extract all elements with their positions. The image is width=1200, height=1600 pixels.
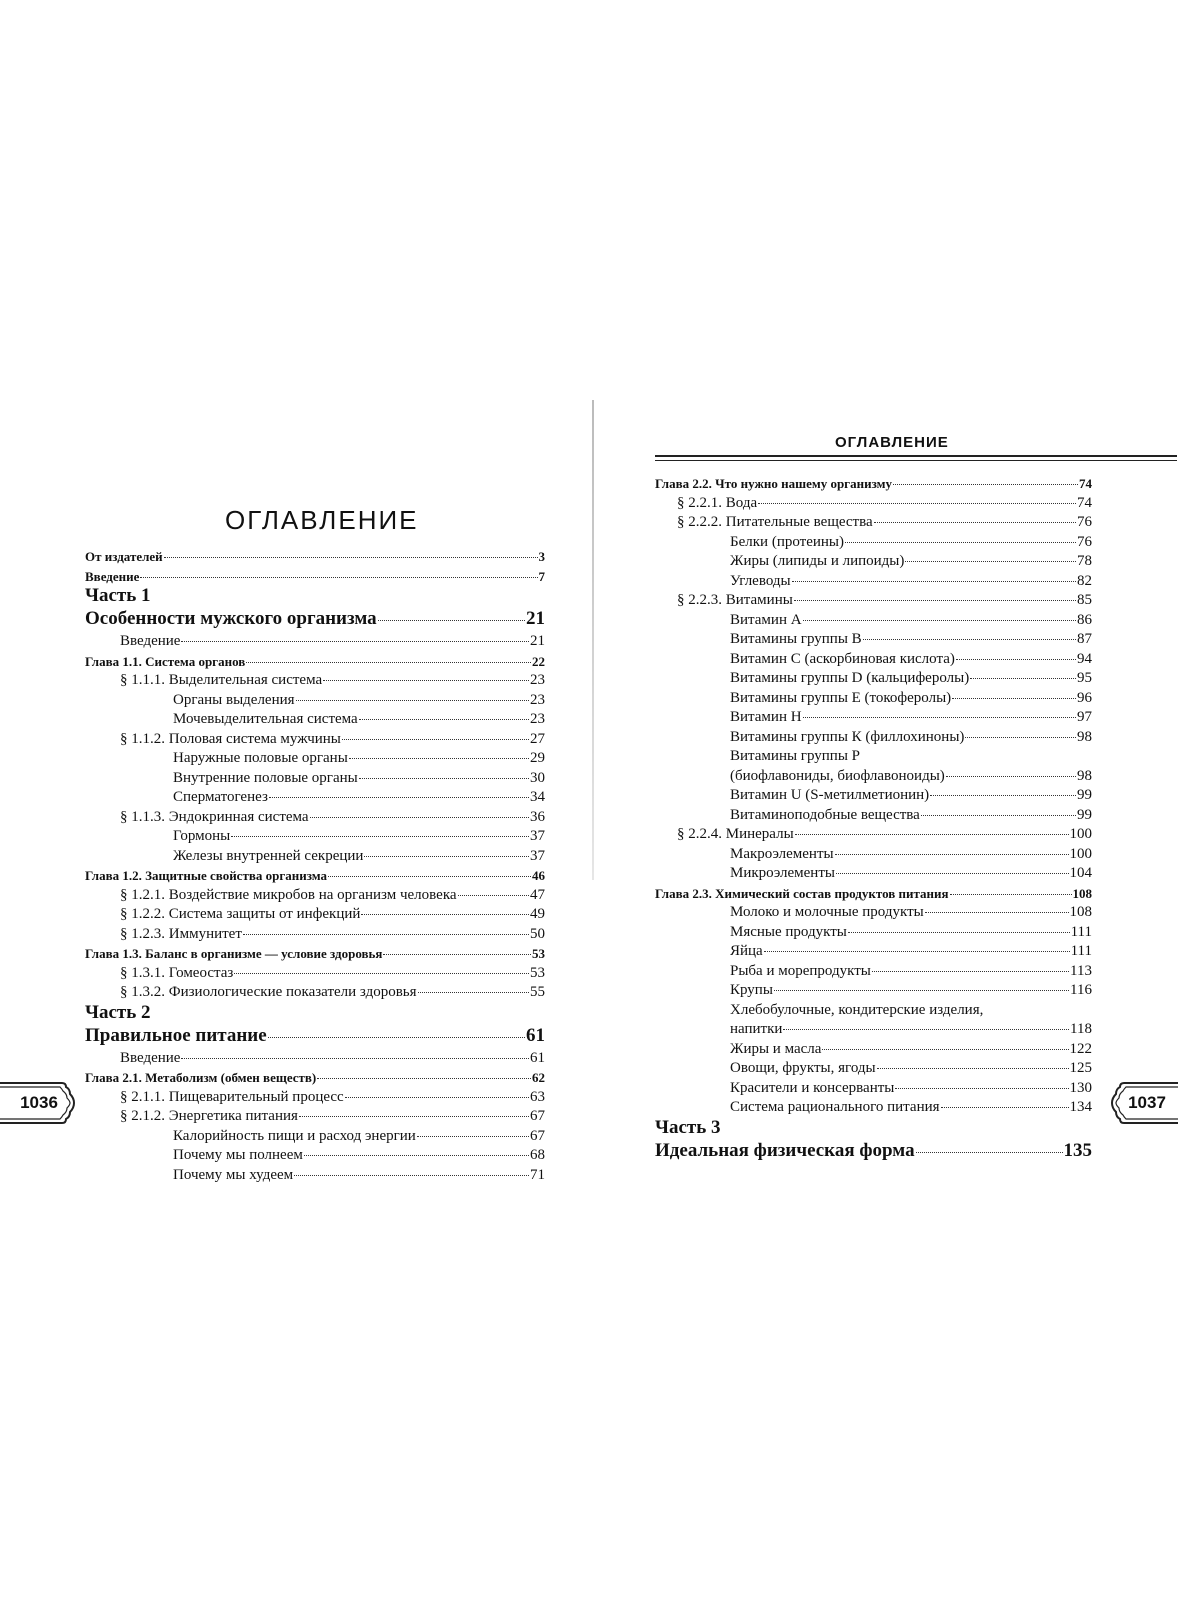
header-rule-bottom	[655, 460, 1177, 461]
dot-leader	[323, 680, 529, 681]
dot-leader	[364, 856, 529, 857]
toc-entry	[655, 942, 1092, 962]
toc-entry	[655, 825, 1092, 845]
dot-leader	[418, 992, 529, 993]
dot-leader	[299, 1116, 529, 1117]
dot-leader	[845, 542, 1076, 543]
toc-entry	[85, 847, 545, 867]
toc-entry	[655, 611, 1092, 631]
toc-entry-page: 27	[530, 730, 545, 747]
dot-leader	[946, 776, 1076, 777]
toc-entry	[655, 513, 1092, 533]
toc-entry	[655, 728, 1092, 748]
toc-entry	[85, 788, 545, 808]
dot-leader	[925, 912, 1069, 913]
dot-leader	[872, 971, 1069, 972]
toc-entry-label: § 1.3.1. Гомеостаз	[120, 964, 234, 981]
dot-leader	[231, 836, 529, 837]
toc-entry-page: 61	[526, 1024, 545, 1046]
dot-leader	[359, 778, 529, 779]
toc-entry	[85, 567, 545, 587]
toc-entry-page: 53	[532, 946, 545, 961]
dot-leader	[246, 662, 531, 663]
toc-entry-label: Красители и консерванты	[730, 1079, 895, 1096]
toc-entry-page: 55	[530, 984, 545, 1000]
toc-entry	[85, 652, 545, 672]
toc-entry-label: § 1.1.3. Эндокринная система	[120, 808, 309, 825]
dot-leader	[795, 834, 1069, 835]
dot-leader	[345, 1097, 529, 1098]
toc-entry	[655, 630, 1092, 650]
toc-entry	[655, 1020, 1092, 1040]
dot-leader	[361, 914, 529, 915]
dot-leader	[758, 503, 1076, 504]
toc-entry	[85, 691, 545, 711]
toc-entry-label: Глава 2.2. Что нужно нашему организму	[655, 476, 892, 491]
toc-entry	[655, 1141, 1092, 1164]
toc-entry-label: Введение	[85, 568, 140, 584]
toc-entry-label: Крупы	[730, 982, 773, 998]
toc-entry	[655, 669, 1092, 689]
toc-entry-label: Микроэлементы	[730, 865, 835, 881]
dot-leader	[965, 737, 1076, 738]
toc-entry-page: 67	[530, 1127, 545, 1144]
page-number-badge-right	[1108, 1080, 1178, 1126]
toc-entry-page: 61	[530, 1049, 545, 1066]
toc-entry-page: 99	[1077, 806, 1092, 823]
toc-entry	[85, 1049, 545, 1069]
toc-entry-page: 63	[530, 1088, 545, 1105]
dot-leader	[296, 700, 529, 701]
toc-entry-label: Часть 3	[655, 1116, 721, 1138]
toc-entry	[655, 533, 1092, 553]
dot-leader	[243, 934, 529, 935]
toc-entry-page: 82	[1077, 572, 1092, 589]
toc-entry	[85, 866, 545, 886]
toc-entry	[655, 689, 1092, 709]
dot-leader	[774, 990, 1069, 991]
toc-entry-label: Сперматогенез	[173, 789, 268, 805]
toc-entry	[85, 749, 545, 769]
toc-entry-page: 36	[530, 808, 545, 825]
toc-list-left	[85, 547, 545, 1185]
toc-entry	[85, 671, 545, 691]
dot-leader	[328, 876, 531, 877]
toc-entry-label: § 2.2.4. Минералы	[677, 826, 794, 842]
toc-entry-page: 50	[530, 925, 545, 942]
dot-leader	[952, 698, 1076, 699]
dot-leader	[950, 894, 1072, 895]
toc-entry-label: Макроэлементы	[730, 845, 834, 862]
dot-leader	[181, 641, 529, 642]
toc-entry	[85, 586, 545, 609]
toc-entry-label: § 1.1.1. Выделительная система	[120, 672, 323, 688]
toc-entry-page: 85	[1077, 592, 1092, 608]
dot-leader	[930, 795, 1076, 796]
toc-entry-label: Почему мы полнеем	[173, 1147, 303, 1163]
spine-divider	[592, 400, 594, 880]
toc-entry-page: 29	[530, 750, 545, 766]
toc-entry-page: 74	[1079, 476, 1092, 491]
toc-entry	[655, 494, 1092, 514]
dot-leader	[835, 854, 1069, 855]
toc-entry-label: Гормоны	[173, 828, 231, 844]
toc-entry-label: Особенности мужского организма	[85, 608, 377, 629]
dot-leader	[895, 1088, 1068, 1089]
toc-entry-label: § 1.2.1. Воздействие микробов на организм человека	[120, 886, 457, 903]
page-number-left: 1036	[20, 1093, 58, 1112]
toc-entry	[655, 767, 1092, 787]
toc-entry	[655, 884, 1092, 904]
toc-entry-page: 7	[538, 568, 545, 584]
toc-entry-page: 37	[530, 847, 545, 864]
toc-entry-page: 23	[530, 691, 545, 708]
toc-entry-label: § 1.3.2. Физиологические показатели здоровья	[120, 984, 417, 1000]
toc-entry-label: Глава 1.1. Система органов	[85, 653, 246, 669]
toc-entry-page: 3	[538, 549, 545, 564]
dot-leader	[304, 1155, 529, 1156]
toc-entry-label: Витаминоподобные вещества	[730, 806, 920, 823]
dot-leader	[941, 1107, 1069, 1108]
toc-entry-page: 95	[1077, 670, 1092, 686]
toc-entry	[85, 1107, 545, 1127]
toc-entry-page: 100	[1069, 826, 1092, 842]
dot-leader	[803, 620, 1076, 621]
dot-leader	[822, 1049, 1068, 1050]
dot-leader	[848, 932, 1070, 933]
toc-entry	[85, 730, 545, 750]
toc-entry-page: 113	[1070, 962, 1092, 979]
toc-entry-page: 97	[1077, 709, 1092, 725]
toc-entry-page: 37	[530, 828, 545, 844]
toc-entry-page: 98	[1077, 728, 1092, 745]
toc-entry-label: Яйца	[730, 943, 763, 959]
toc-entry-label: § 2.2.2. Питательные вещества	[677, 514, 873, 530]
toc-entry-label: Внутренние половые органы	[173, 769, 358, 786]
dot-leader	[310, 817, 529, 818]
toc-entry-page: 118	[1070, 1021, 1092, 1037]
toc-entry-label: Почему мы худеем	[173, 1166, 294, 1183]
toc-entry-label: Витамины группы Р	[730, 748, 860, 764]
dot-leader	[905, 561, 1076, 562]
dot-leader	[234, 973, 529, 974]
toc-entry	[85, 710, 545, 730]
toc-entry	[85, 983, 545, 1003]
toc-entry-label: Введение	[120, 633, 181, 649]
toc-entry-page: 94	[1077, 650, 1092, 667]
toc-entry-page: 23	[530, 672, 545, 688]
toc-entry	[655, 474, 1092, 494]
toc-entry-page: 96	[1077, 689, 1092, 706]
toc-entry-page: 53	[530, 964, 545, 981]
toc-entry	[655, 903, 1092, 923]
toc-entry-label: Железы внутренней секреции	[173, 847, 364, 864]
toc-entry	[655, 845, 1092, 865]
toc-entry	[655, 650, 1092, 670]
toc-entry-label: § 1.2.2. Система защиты от инфекций	[120, 906, 361, 922]
dot-leader	[970, 678, 1076, 679]
toc-entry-page: 98	[1077, 767, 1092, 784]
dot-leader	[792, 581, 1076, 582]
toc-entry	[85, 1127, 545, 1147]
toc-entry	[655, 864, 1092, 884]
toc-entry-page: 125	[1069, 1060, 1092, 1076]
toc-entry-label: Наружные половые органы	[173, 750, 348, 766]
toc-entry-page: 111	[1070, 943, 1092, 959]
dot-leader	[164, 557, 538, 558]
toc-entry	[85, 808, 545, 828]
toc-entry-label: Система рационального питания	[730, 1099, 940, 1115]
toc-entry-page: 23	[530, 711, 545, 727]
toc-entry-label: (биофлавониды, биофлавоноиды)	[730, 767, 945, 784]
toc-entry-label: Глава 1.3. Баланс в организме — условие здоровья	[85, 946, 383, 961]
toc-entry-label: Мочевыделительная система	[173, 711, 358, 727]
toc-entry-label: Глава 1.2. Защитные свойства организма	[85, 868, 328, 883]
toc-entry-page: 99	[1077, 787, 1092, 803]
toc-entry-label: Рыба и морепродукты	[730, 962, 871, 979]
toc-entry-label: Витамины группы Е (токоферолы)	[730, 689, 952, 706]
dot-leader	[317, 1078, 531, 1079]
toc-entry-label: Правильное питание	[85, 1024, 267, 1046]
toc-entry	[655, 1040, 1092, 1060]
toc-entry	[85, 547, 545, 567]
dot-leader	[268, 1037, 525, 1038]
toc-entry-page: 30	[530, 769, 545, 786]
toc-entry	[85, 925, 545, 945]
toc-entry-page: 116	[1070, 982, 1092, 998]
dot-leader	[458, 895, 529, 896]
toc-entry-label: Глава 2.3. Химический состав продуктов питания	[655, 885, 949, 901]
toc-entry-label: Витамины группы D (кальциферолы)	[730, 670, 970, 686]
toc-entry-label: § 1.1.2. Половая система мужчины	[120, 730, 341, 747]
toc-entry-page: 76	[1077, 533, 1092, 550]
toc-entry	[85, 1068, 545, 1088]
toc-entry	[655, 1118, 1092, 1141]
toc-entry	[85, 632, 545, 652]
toc-entry-label: Хлебобулочные, кондитерские изделия,	[730, 1001, 984, 1018]
dot-leader	[342, 739, 529, 740]
dot-leader	[349, 758, 529, 759]
toc-entry	[85, 1088, 545, 1108]
toc-entry	[85, 609, 545, 632]
toc-entry	[85, 827, 545, 847]
toc-entry	[655, 786, 1092, 806]
page-number-badge-left	[0, 1080, 78, 1126]
dot-leader	[383, 954, 531, 955]
toc-entry-label: Витамин С (аскорбиновая кислота)	[730, 650, 955, 667]
toc-entry-label: Жиры и масла	[730, 1040, 822, 1057]
page-number-right: 1037	[1128, 1093, 1166, 1112]
toc-entry-label: Витамин U (S-метилметионин)	[730, 787, 930, 803]
toc-entry-label: Часть 1	[85, 585, 151, 606]
toc-entry-label: От издателей	[85, 549, 163, 564]
dot-leader	[803, 717, 1076, 718]
toc-entry-page: 67	[530, 1108, 545, 1124]
toc-entry-page: 71	[530, 1166, 545, 1183]
toc-entry	[655, 552, 1092, 572]
toc-entry	[655, 923, 1092, 943]
dot-leader	[783, 1029, 1069, 1030]
toc-entry-page: 68	[530, 1147, 545, 1163]
toc-entry	[85, 905, 545, 925]
dot-leader	[874, 522, 1076, 523]
toc-entry-page: 108	[1072, 885, 1092, 901]
toc-entry-label: § 2.1.2. Энергетика питания	[120, 1108, 298, 1124]
dot-leader	[140, 577, 537, 578]
toc-entry-label: Введение	[120, 1049, 181, 1066]
toc-entry-page: 135	[1063, 1139, 1092, 1161]
toc-entry-page: 49	[530, 906, 545, 922]
toc-entry-page: 22	[532, 653, 545, 669]
dot-leader	[764, 951, 1070, 952]
toc-entry-page: 74	[1077, 494, 1092, 511]
toc-entry	[85, 1146, 545, 1166]
dot-leader	[269, 797, 529, 798]
toc-entry-label: Овощи, фрукты, ягоды	[730, 1060, 876, 1076]
toc-entry-page: 76	[1077, 514, 1092, 530]
page-title: ОГЛАВЛЕНИЕ	[225, 505, 419, 535]
dot-leader	[836, 873, 1069, 874]
toc-entry-page: 21	[526, 608, 545, 629]
toc-entry	[655, 1059, 1092, 1079]
toc-entry	[85, 944, 545, 964]
running-head: ОГЛАВЛЕНИЕ	[835, 434, 949, 451]
toc-entry-page: 86	[1077, 611, 1092, 628]
dot-leader	[863, 639, 1076, 640]
toc-entry	[655, 962, 1092, 982]
toc-entry-page: 134	[1069, 1099, 1092, 1115]
toc-entry	[655, 572, 1092, 592]
toc-entry-page: 108	[1069, 904, 1092, 920]
dot-leader	[378, 620, 525, 621]
toc-entry-label: § 2.2.3. Витамины	[677, 592, 793, 608]
toc-entry-label: Витамин Н	[730, 709, 802, 725]
toc-entry	[655, 981, 1092, 1001]
dot-leader	[916, 1152, 1063, 1153]
dot-leader	[294, 1175, 529, 1176]
toc-entry	[655, 806, 1092, 826]
toc-entry-page: 21	[530, 633, 545, 649]
toc-entry-page: 130	[1069, 1079, 1092, 1096]
dot-leader	[181, 1058, 529, 1059]
toc-entry	[85, 1026, 545, 1049]
toc-entry-label: Мясные продукты	[730, 923, 847, 940]
toc-entry-label: напитки	[730, 1021, 783, 1037]
toc-entry-label: § 1.2.3. Иммунитет	[120, 925, 242, 942]
toc-entry-page: 122	[1069, 1040, 1092, 1057]
dot-leader	[794, 600, 1076, 601]
toc-entry-label: Часть 2	[85, 1001, 151, 1023]
toc-entry-label: § 2.2.1. Вода	[677, 494, 758, 511]
toc-entry	[85, 1166, 545, 1186]
toc-entry-page: 100	[1069, 845, 1092, 862]
toc-entry-label: Идеальная физическая форма	[655, 1139, 915, 1161]
toc-entry-label: Витамины группы К (филлохиноны)	[730, 728, 965, 745]
toc-entry-label: § 2.1.1. Пищеварительный процесс	[120, 1088, 344, 1105]
toc-entry-page: 104	[1069, 865, 1092, 881]
dot-leader	[893, 484, 1078, 485]
toc-entry	[655, 591, 1092, 611]
right-page	[595, 0, 1200, 1600]
dot-leader	[956, 659, 1076, 660]
toc-entry-page: 111	[1070, 923, 1092, 940]
toc-list-right	[655, 474, 1092, 1164]
toc-entry	[655, 1098, 1092, 1118]
dot-leader	[921, 815, 1076, 816]
dot-leader	[417, 1136, 529, 1137]
toc-entry	[655, 708, 1092, 728]
toc-entry-label: Жиры (липиды и липоиды)	[730, 553, 905, 569]
header-rule-top	[655, 455, 1177, 457]
toc-entry-page: 87	[1077, 631, 1092, 647]
toc-entry-page: 78	[1077, 553, 1092, 569]
left-page	[0, 0, 595, 1600]
toc-entry-page: 46	[532, 868, 545, 883]
toc-entry-label: Белки (протеины)	[730, 533, 844, 550]
toc-entry-page: 47	[530, 886, 545, 903]
toc-entry	[85, 886, 545, 906]
toc-entry-page: 34	[530, 789, 545, 805]
toc-entry-label: Молоко и молочные продукты	[730, 904, 924, 920]
toc-entry	[85, 964, 545, 984]
toc-entry-label: Углеводы	[730, 572, 791, 589]
toc-entry	[85, 1003, 545, 1026]
dot-leader	[877, 1068, 1069, 1069]
toc-entry-label: Витамин А	[730, 611, 802, 628]
toc-entry	[655, 1079, 1092, 1099]
toc-entry-label: Органы выделения	[173, 691, 295, 708]
dot-leader	[359, 719, 529, 720]
toc-entry	[85, 769, 545, 789]
toc-entry-label: Витамины группы В	[730, 631, 862, 647]
toc-entry-page: 62	[532, 1070, 545, 1085]
toc-entry-label: Калорийность пищи и расход энергии	[173, 1127, 416, 1144]
toc-entry-label: Глава 2.1. Метаболизм (обмен веществ)	[85, 1070, 317, 1085]
